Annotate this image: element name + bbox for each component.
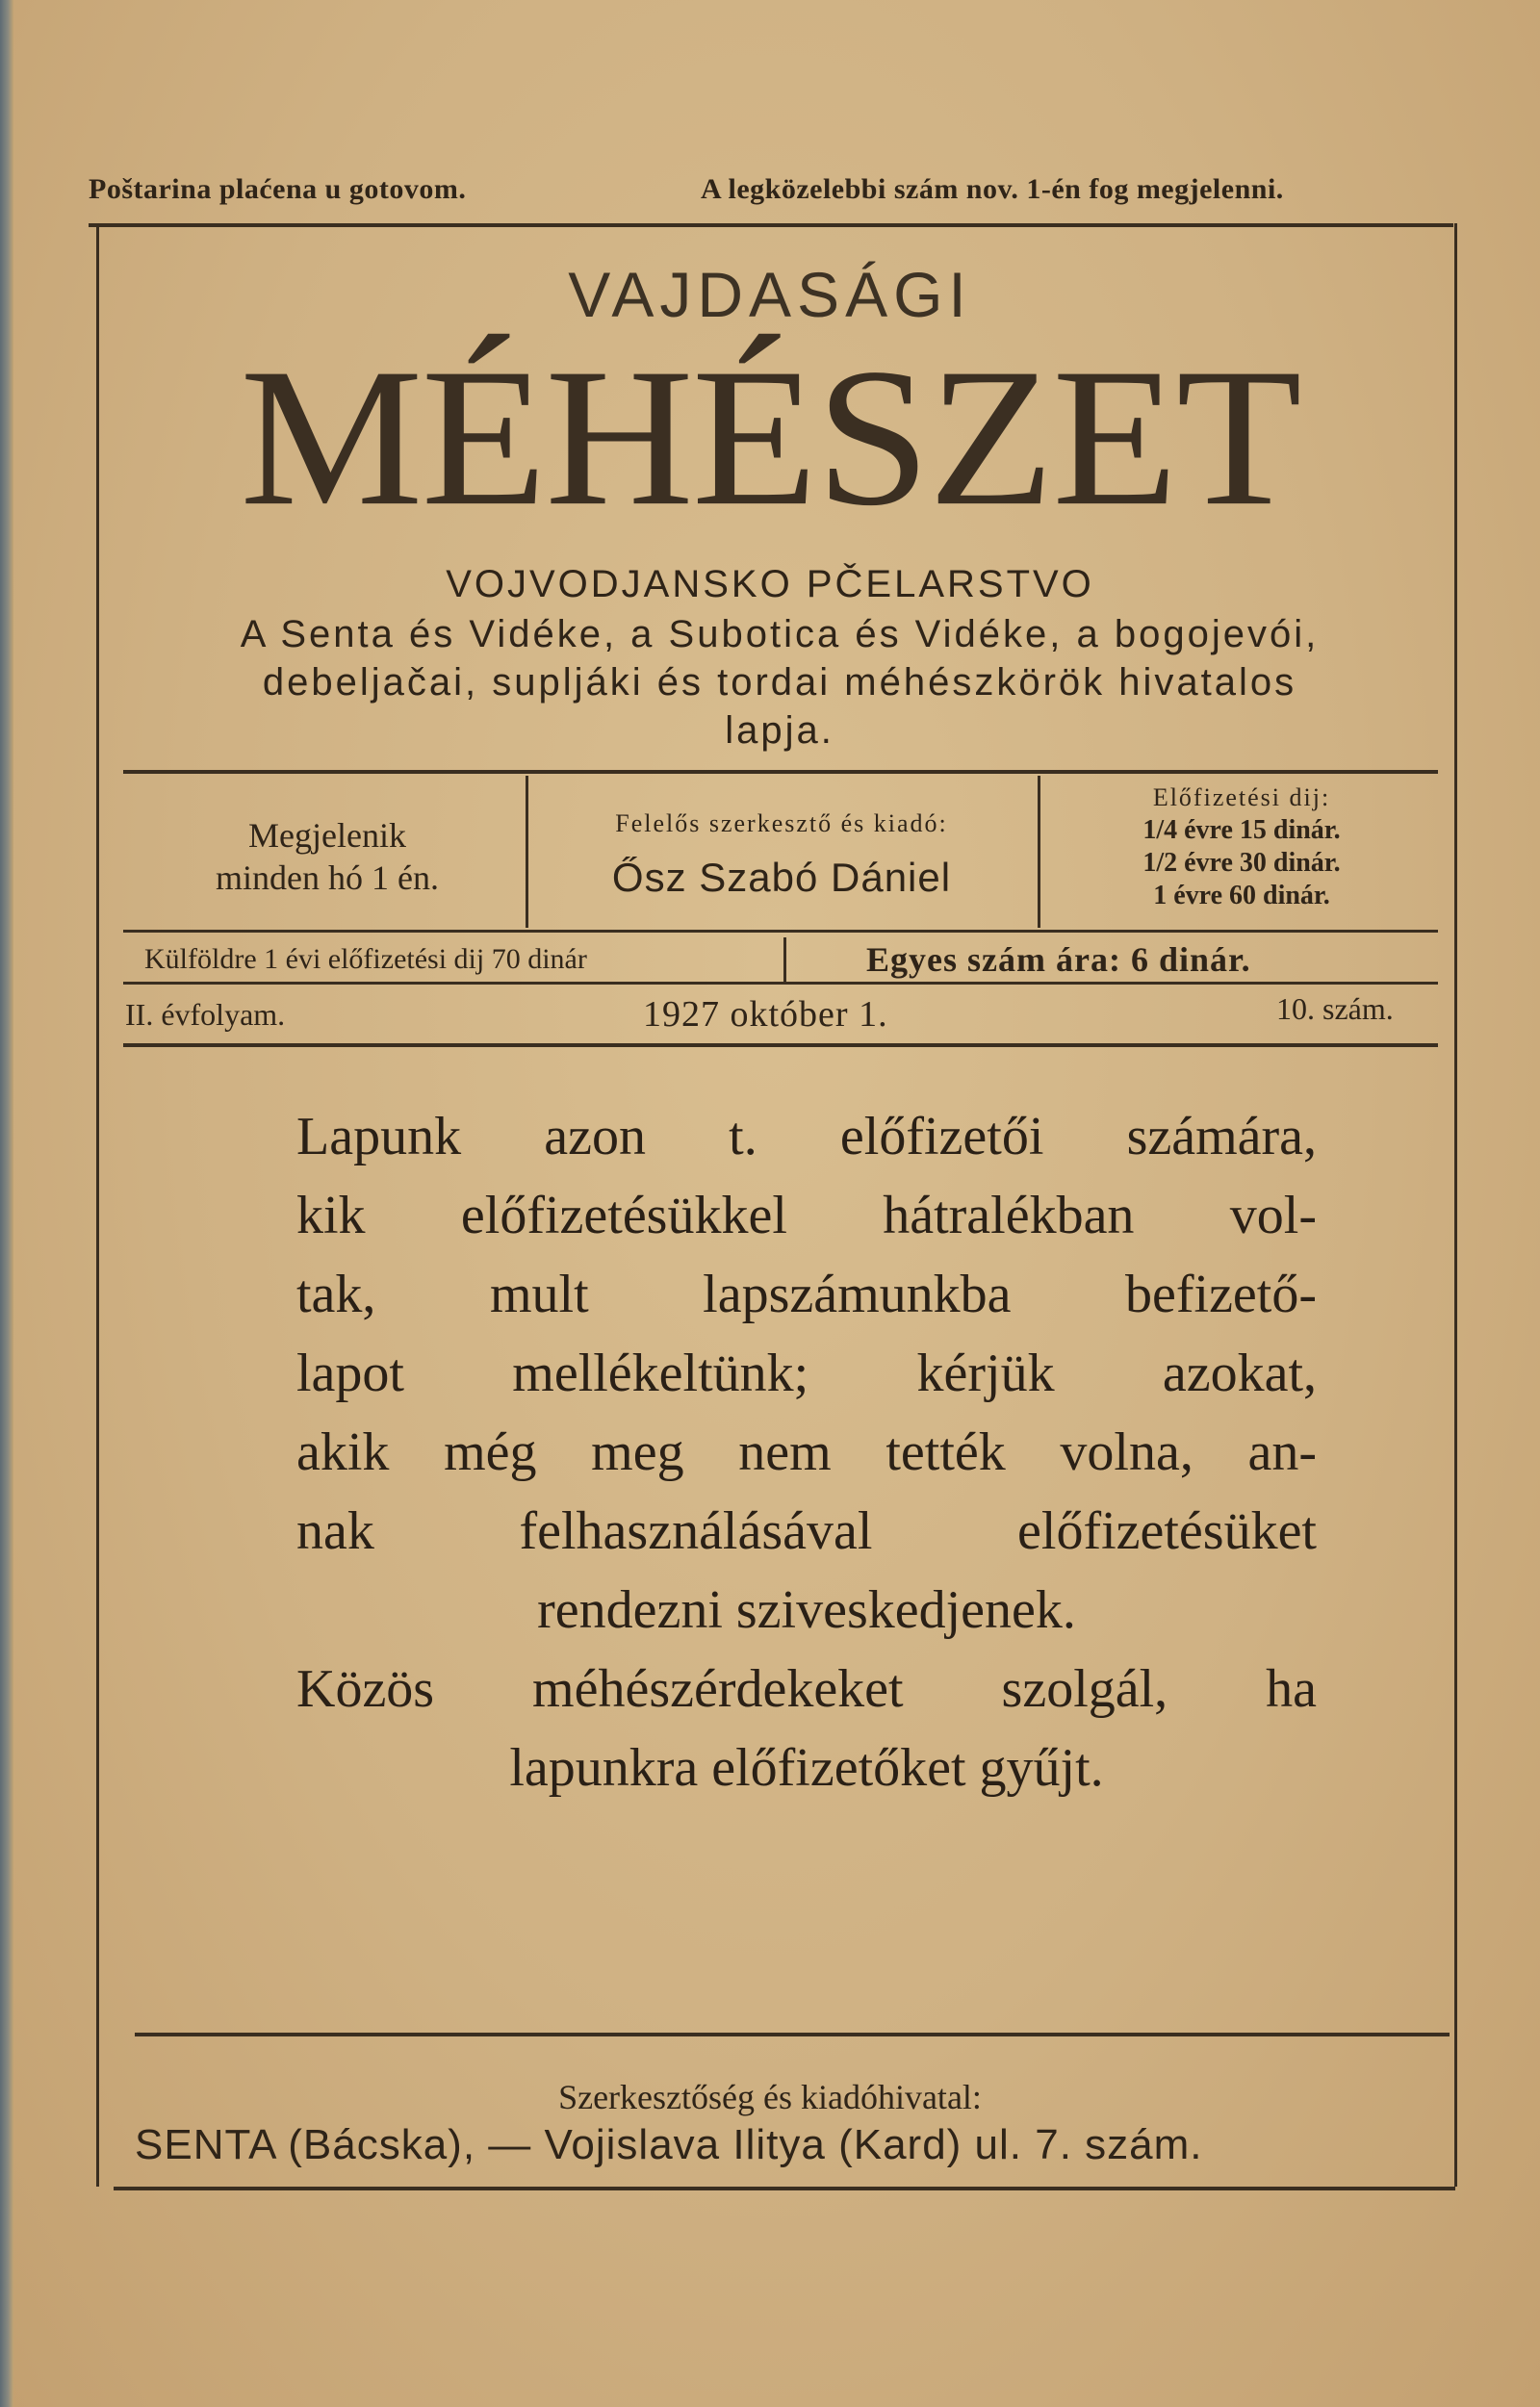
description-line: debeljačai, supljáki és tordai méhészkörök hivatalos: [262, 661, 1297, 704]
office-address: SENTA (Bácska), — Vojislava Ilitya (Kard) ul. 7. szám.: [135, 2121, 1203, 2168]
notice-line: Közös méhészérdekeket szolgál, ha: [296, 1659, 1317, 1719]
description-line: lapja.: [725, 709, 834, 752]
subscription-line: 1/2 évre 30 dinár.: [1142, 848, 1341, 878]
description-line: A Senta és Vidéke, a Subotica és Vidéke, a bogojevói,: [240, 613, 1320, 655]
single-issue-price: Egyes szám ára: 6 dinár.: [866, 940, 1251, 979]
issue-date: 1927 október 1.: [643, 994, 888, 1035]
info-top-rule: [123, 770, 1438, 774]
notice-line: lapot mellékeltünk; kérjük azokat,: [296, 1344, 1317, 1403]
price-divider: [783, 937, 786, 982]
info-bottom-rule: [123, 982, 1438, 985]
footer-bottom-rule: [114, 2187, 1455, 2190]
volume: II. évfolyam.: [125, 997, 286, 1032]
masthead-supertitle: VAJDASÁGI: [568, 259, 972, 330]
next-issue-note: A legközelebbi szám nov. 1-én fog megjelenni.: [701, 173, 1284, 205]
notice-line: lapunkra előfizetőket gyűjt.: [509, 1738, 1104, 1798]
info-divider-2: [1038, 776, 1040, 928]
subscription-block: [1049, 781, 1434, 912]
editor-block: [531, 803, 1032, 899]
subscription-label: Előfizetési dij:: [1152, 783, 1331, 811]
subscription-notice: [296, 1097, 1317, 1807]
issue-number: 10. szám.: [1276, 991, 1394, 1026]
editor-label: Felelős szerkesztő és kiadó:: [615, 809, 948, 837]
masthead-description: [106, 610, 1453, 755]
info-middle-rule: [123, 930, 1438, 933]
notice-line: Lapunk azon t. előfizetői számára,: [296, 1107, 1317, 1166]
subscription-line: 1/4 évre 15 dinár.: [1142, 815, 1341, 845]
notice-line: kik előfizetésükkel hátralékban vol-: [296, 1186, 1317, 1245]
info-divider-1: [526, 776, 528, 928]
frequency-line: Megjelenik: [248, 816, 406, 855]
subscription-line: 1 évre 60 dinár.: [1153, 881, 1330, 910]
masthead-subtitle: VOJVODJANSKO PČELARSTVO: [446, 563, 1094, 605]
masthead-title: MÉHÉSZET: [240, 327, 1300, 548]
notice-line: nak felhasználásával előfizetésüket: [296, 1501, 1317, 1561]
foreign-subscription: Külföldre 1 évi előfizetési dij 70 dinár: [144, 943, 587, 975]
editor-name: Ősz Szabó Dániel: [611, 855, 952, 900]
office-label: Szerkesztőség és kiadóhivatal:: [558, 2078, 982, 2116]
issue-bottom-rule: [123, 1043, 1438, 1047]
notice-line: rendezni sziveskedjenek.: [537, 1580, 1076, 1640]
notice-line: akik még meg nem tették volna, an-: [296, 1422, 1317, 1482]
frequency-block: [135, 814, 520, 899]
footer-top-rule: [135, 2033, 1450, 2036]
frequency-line: minden hó 1 én.: [216, 858, 439, 897]
postage-note: Poštarina plaćena u gotovom.: [89, 173, 467, 205]
notice-line: tak, mult lapszámunkba befizető-: [296, 1265, 1317, 1324]
